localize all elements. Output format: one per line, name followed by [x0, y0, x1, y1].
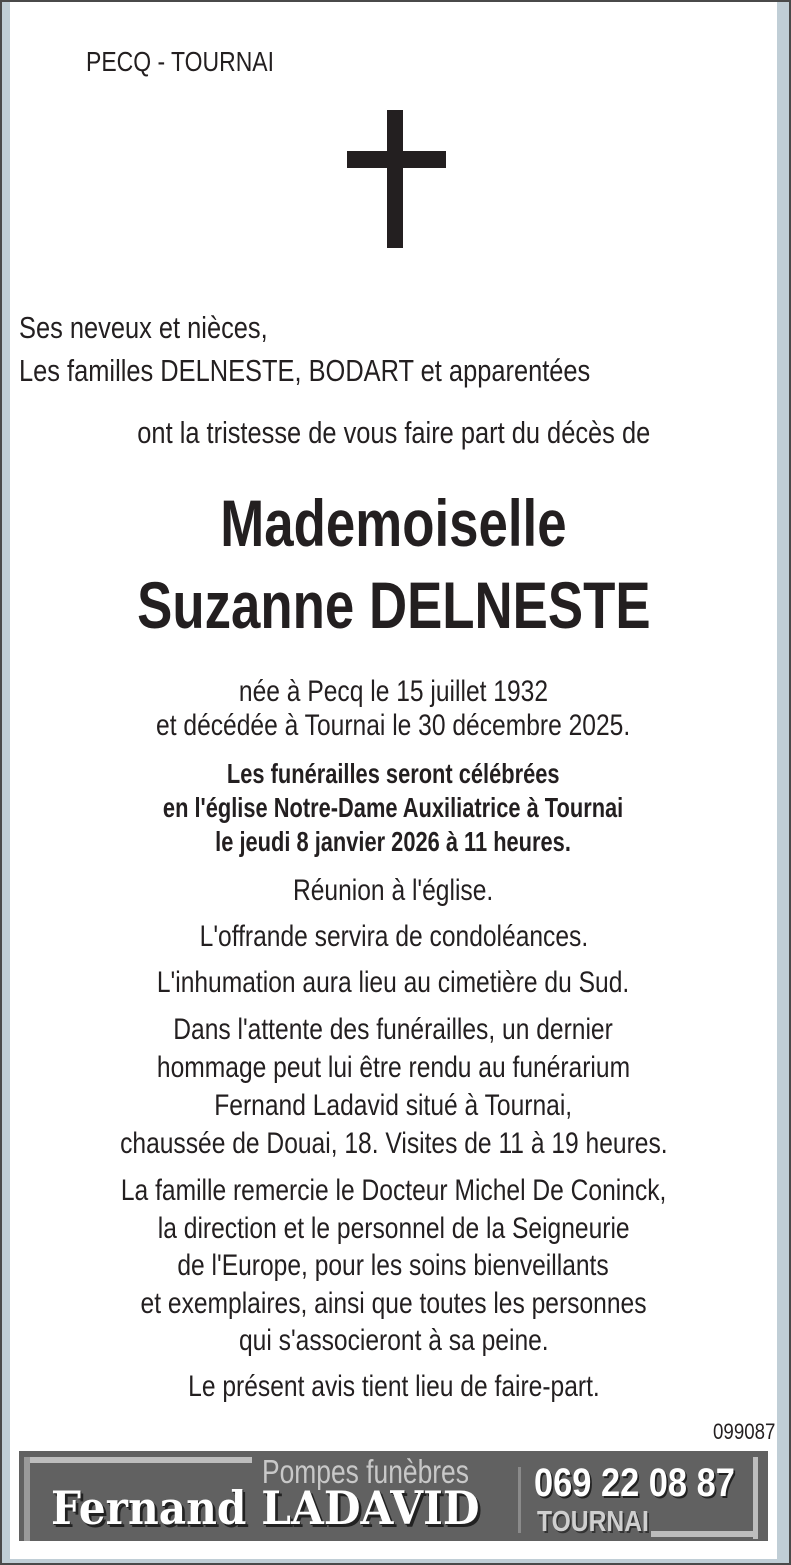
closing-line: Le présent avis tient lieu de faire-part. — [187, 1370, 600, 1403]
thanks-line: la direction et le personnel de la Seigneurie — [157, 1212, 630, 1245]
death-line: et décédée à Tournai le 30 décembre 2025. — [156, 709, 631, 742]
funeral-line: en l'église Notre-Dame Auxiliatrice à Tournai — [163, 792, 624, 823]
visitation-line: chaussée de Douai, 18. Visites de 11 à 19 heures. — [119, 1127, 668, 1160]
funeral-home-banner — [19, 1451, 768, 1541]
location-heading: PECQ - TOURNAI — [86, 46, 274, 77]
banner-phone: 069 22 08 87 — [534, 1461, 735, 1505]
obituary-notice — [10, 2, 777, 1559]
thanks-line: La famille remercie le Docteur Michel De Coninck, — [120, 1174, 667, 1207]
deceased-title: Mademoiselle — [220, 486, 567, 560]
note-line: L'inhumation aura lieu au cimetière du Sud. — [157, 966, 630, 999]
thanks-line: et exemplaires, ainsi que toutes les personnes — [140, 1287, 647, 1320]
banner-city: TOURNAI — [537, 1506, 649, 1538]
announcer-line: Ses neveux et nièces, — [19, 310, 268, 345]
funeral-line: Les funérailles seront célébrées — [227, 758, 560, 789]
visitation-line: Fernand Ladavid situé à Tournai, — [214, 1089, 573, 1122]
banner-divider — [518, 1467, 521, 1533]
announcer-line: Les familles DELNESTE, BODART et apparentées — [19, 353, 591, 388]
intro-text: ont la tristesse de vous faire part du décès de — [137, 415, 650, 450]
thanks-line: qui s'associeront à sa peine. — [238, 1324, 549, 1357]
banner-company-name: Fernand LADAVID — [51, 1481, 480, 1535]
deceased-name: Suzanne DELNESTE — [136, 568, 651, 642]
note-line: L'offrande servira de condoléances. — [199, 920, 588, 953]
funeral-line: le jeudi 8 janvier 2026 à 11 heures. — [215, 826, 572, 857]
thanks-line: de l'Europe, pour les soins bienveillants — [177, 1249, 610, 1282]
visitation-line: Dans l'attente des funérailles, un dernier — [173, 1013, 614, 1046]
note-line: Réunion à l'église. — [293, 874, 494, 907]
visitation-line: hommage peut lui être rendu au funérarium — [156, 1051, 631, 1084]
birth-line: née à Pecq le 15 juillet 1932 — [238, 675, 549, 708]
reference-number: 099087 — [712, 1419, 775, 1444]
banner-tagline: Pompes funèbres — [262, 1453, 469, 1490]
